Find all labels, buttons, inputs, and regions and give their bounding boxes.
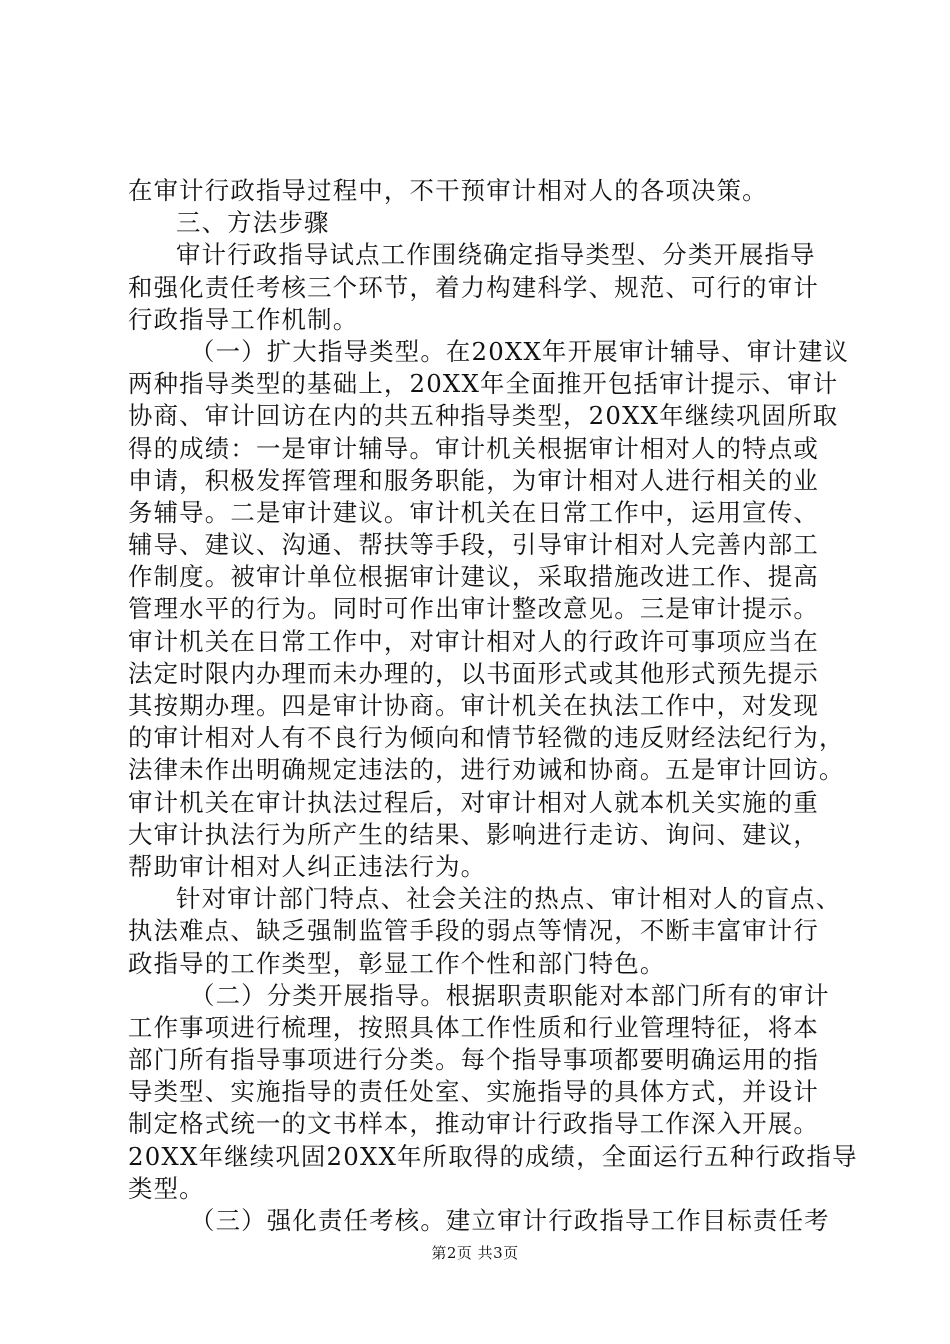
page-footer bbox=[0, 1243, 950, 1263]
body-text bbox=[128, 175, 858, 1237]
paragraph-line: 协商、审计回访在内的共五种指导类型，20XX年继续巩固所取 bbox=[128, 401, 839, 431]
paragraph-line: 和强化责任考核三个环节，着力构建科学、规范、可行的审计 bbox=[128, 272, 819, 302]
page-number: 第2页 共3页 bbox=[431, 1244, 519, 1262]
paragraph-line: 得的成绩：一是审计辅导。审计机关根据审计相对人的特点或 bbox=[128, 433, 819, 463]
paragraph-line: 两种指导类型的基础上，20XX年全面推开包括审计提示、审计 bbox=[128, 369, 839, 399]
paragraph-line: 其按期办理。四是审计协商。审计机关在执法工作中，对发现 bbox=[128, 691, 819, 720]
paragraph-line: 管理水平的行为。同时可作出审计整改意见。三是审计提示。 bbox=[128, 594, 819, 624]
paragraph-line: 审计机关在日常工作中，对审计相对人的行政许可事项应当在 bbox=[128, 626, 819, 656]
paragraph-line: 部门所有指导事项进行分类。每个指导事项都要明确运用的指 bbox=[128, 1045, 819, 1075]
paragraph-line: 政指导的工作类型，彰显工作个性和部门特色。 bbox=[128, 948, 666, 978]
paragraph-line: 辅导、建议、沟通、帮扶等手段，引导审计相对人完善内部工 bbox=[128, 530, 819, 560]
paragraph-line: （一）扩大指导类型。在20XX年开展审计辅导、审计建议 bbox=[190, 336, 850, 366]
paragraph-line: 申请，积极发挥管理和服务职能，为审计相对人进行相关的业 bbox=[128, 465, 819, 495]
paragraph-line: 针对审计部门特点、社会关注的热点、审计相对人的盲点、 bbox=[176, 884, 842, 914]
section-heading: 三、方法步骤 bbox=[176, 208, 330, 238]
paragraph-line: 审计行政指导试点工作围绕确定指导类型、分类开展指导 bbox=[176, 240, 816, 270]
paragraph-line: 务辅导。二是审计建议。审计机关在日常工作中，运用宣传、 bbox=[128, 497, 819, 527]
paragraph-line: 导类型、实施指导的责任处室、实施指导的具体方式，并设计 bbox=[128, 1077, 819, 1107]
paragraph-line: 工作事项进行梳理，按照具体工作性质和行业管理特征，将本 bbox=[128, 1012, 819, 1042]
paragraph-line: 法定时限内办理而未办理的，以书面形式或其他形式预先提示 bbox=[128, 658, 819, 688]
paragraph-line: 行政指导工作机制。 bbox=[128, 304, 359, 334]
paragraph-line: 在审计行政指导过程中，不干预审计相对人的各项决策。 bbox=[128, 176, 768, 205]
paragraph-line: （三）强化责任考核。建立审计行政指导工作目标责任考 bbox=[190, 1206, 830, 1235]
paragraph-line: 大审计执法行为所产生的结果、影响进行走访、询问、建议， bbox=[128, 819, 819, 849]
paragraph-line: 制定格式统一的文书样本，推动审计行政指导工作深入开展。 bbox=[128, 1109, 819, 1139]
paragraph-line: 作制度。被审计单位根据审计建议，采取措施改进工作、提高 bbox=[128, 562, 819, 592]
paragraph-line: 帮助审计相对人纠正违法行为。 bbox=[128, 851, 487, 881]
paragraph-line: 20XX年继续巩固20XX年所取得的成绩，全面运行五种行政指导 bbox=[128, 1141, 858, 1171]
paragraph-line: 的审计相对人有不良行为倾向和情节轻微的违反财经法纪行为， bbox=[128, 723, 845, 753]
paragraph-line: 执法难点、缺乏强制监管手段的弱点等情况，不断丰富审计行 bbox=[128, 916, 819, 946]
paragraph-line: 法律未作出明确规定违法的，进行劝诫和协商。五是审计回访。 bbox=[128, 755, 845, 785]
paragraph-line: （二）分类开展指导。根据职责职能对本部门所有的审计 bbox=[190, 980, 830, 1010]
paragraph-line: 类型。 bbox=[128, 1173, 205, 1203]
paragraph-line: 审计机关在审计执法过程后，对审计相对人就本机关实施的重 bbox=[128, 787, 819, 817]
